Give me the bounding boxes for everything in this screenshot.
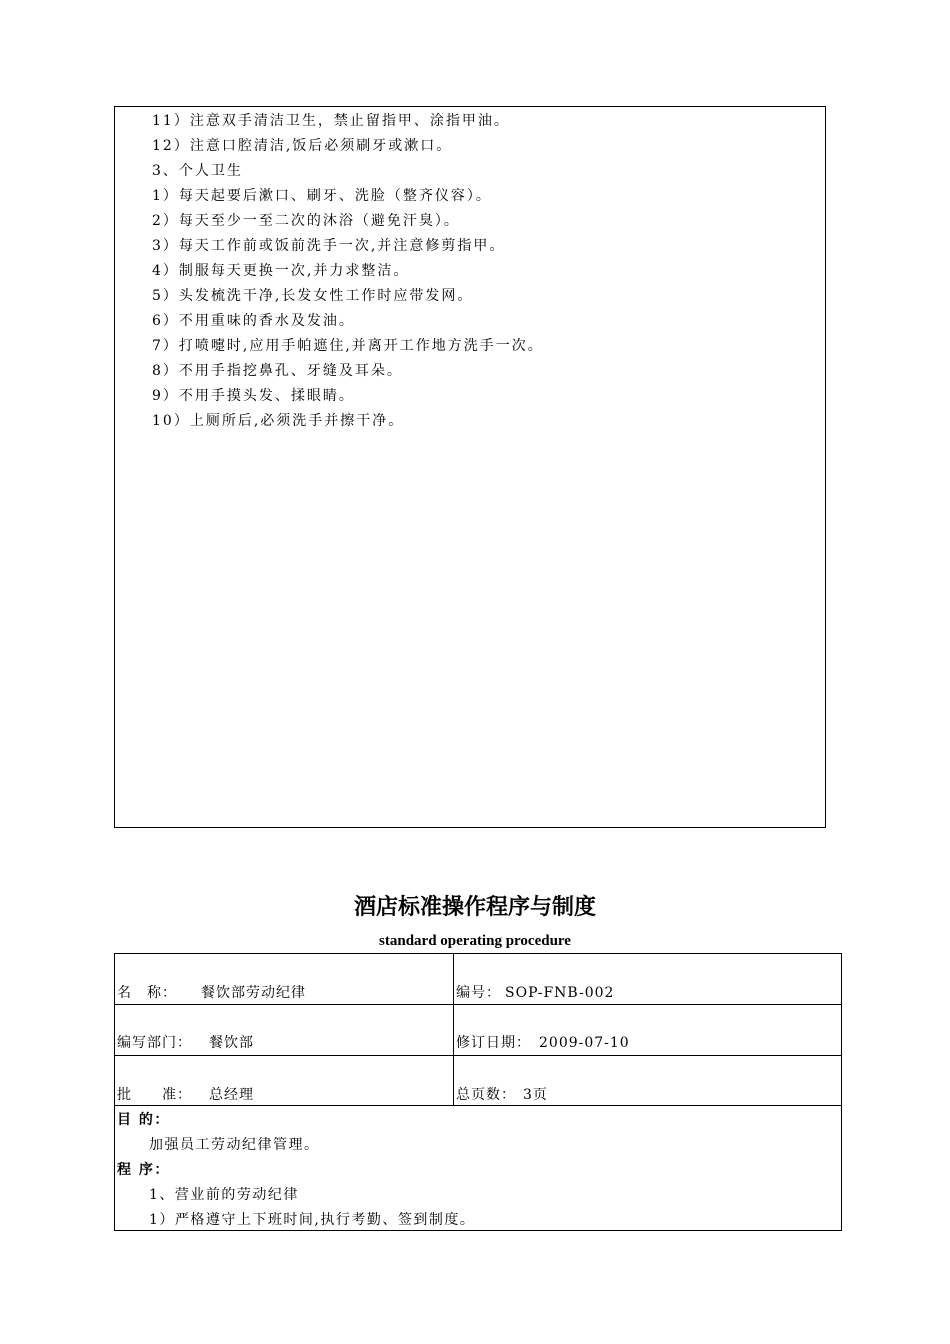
pages-label: 总页数： (456, 1087, 516, 1103)
pages-value: 3页 (523, 1087, 548, 1103)
procedure-item: 1、营业前的劳动纪律 (149, 1187, 299, 1203)
procedure-heading: 程 序： (117, 1162, 170, 1178)
dept-label: 编写部门： (117, 1035, 192, 1051)
text-line: 12）注意口腔清洁,饭后必须刷牙或漱口。 (152, 138, 453, 154)
text-line: 5）头发梳洗干净,长发女性工作时应带发网。 (152, 288, 474, 304)
text-line: 9）不用手摸头发、揉眼睛。 (152, 388, 355, 404)
name-value: 餐饮部劳动纪律 (201, 985, 306, 1001)
revision-value: 2009-07-10 (539, 1035, 630, 1051)
text-line: 10）上厕所后,必须洗手并擦干净。 (152, 413, 405, 429)
text-line: 8）不用手指挖鼻孔、牙缝及耳朵。 (152, 363, 403, 379)
text-line: 4）制服每天更换一次,并力求整洁。 (152, 263, 410, 279)
purpose-heading: 目 的： (117, 1112, 170, 1128)
purpose-text: 加强员工劳动纪律管理。 (149, 1137, 320, 1153)
sop-info-table (114, 953, 842, 1231)
table-row (115, 954, 841, 1005)
dept-value: 餐饮部 (209, 1035, 254, 1051)
code-label: 编号： (456, 985, 501, 1001)
name-label: 名 称： (117, 985, 177, 1001)
text-line: 11）注意双手清洁卫生，禁止留指甲、涂指甲油。 (152, 113, 510, 129)
text-line: 1）每天起要后漱口、刷牙、洗脸（整齐仪容）。 (152, 188, 492, 204)
previous-page-content-box (114, 106, 826, 828)
approve-value: 总经理 (209, 1087, 254, 1103)
procedure-subitem: 1）严格遵守上下班时间,执行考勤、签到制度。 (149, 1212, 476, 1228)
text-line: 3）每天工作前或饭前洗手一次,并注意修剪指甲。 (152, 238, 506, 254)
text-line: 6）不用重味的香水及发油。 (152, 313, 355, 329)
text-line: 2）每天至少一至二次的沐浴（避免汗臭）。 (152, 213, 460, 229)
text-line: 3、个人卫生 (152, 163, 243, 179)
document-subtitle: standard operating procedure (379, 933, 571, 949)
table-row (115, 1056, 841, 1106)
code-value: SOP-FNB-002 (505, 985, 615, 1001)
revision-label: 修订日期： (456, 1035, 531, 1051)
approve-label: 批 准： (117, 1087, 192, 1103)
table-row (115, 1005, 841, 1056)
document-title: 酒店标准操作程序与制度 (353, 895, 596, 920)
text-line: 7）打喷嚏时,应用手帕遮住,并离开工作地方洗手一次。 (152, 338, 544, 354)
